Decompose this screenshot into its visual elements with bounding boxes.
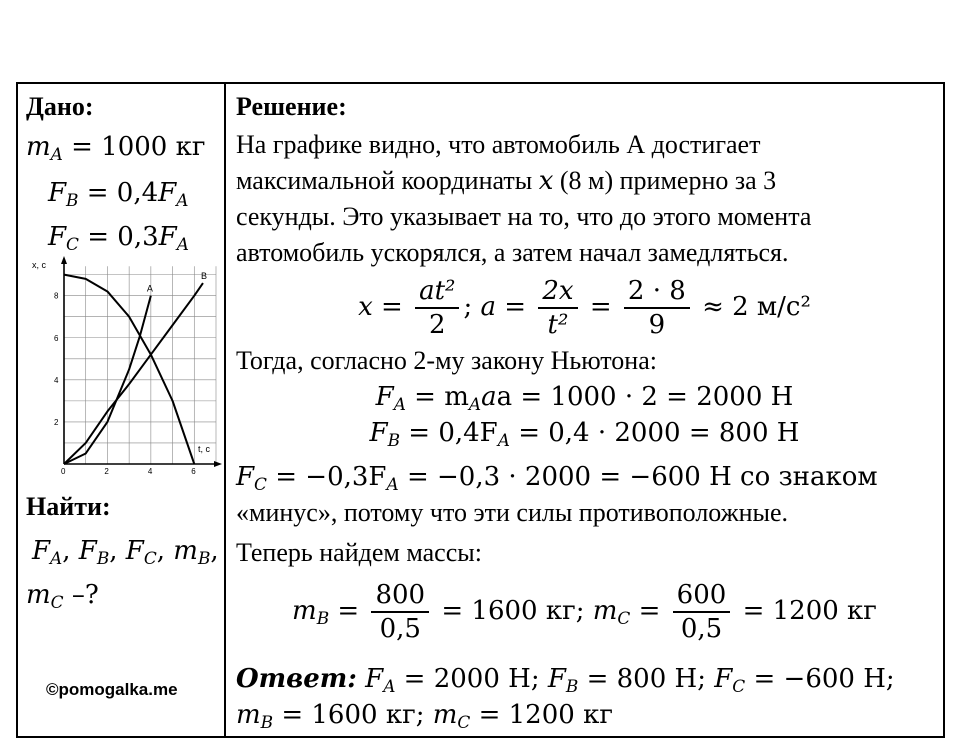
paragraph-1-line-2: максимальной координаты x (8 м) примерно за 3 [236,166,777,196]
given-force-c: $F_C = 0,3F_A$ [48,222,189,255]
y-tick-label: 2 [54,417,59,427]
y-tick-label: 8 [54,291,59,301]
paragraph-1-line-4: автомобиль ускорялся, а затем начал замедляться. [236,238,789,267]
paragraph-1-line-3: секунды. Это указывает на то, что до этого момента [236,202,812,231]
x-tick-label: 2 [104,467,109,474]
answer-line-1: Ответ: $F_A = 2000$ Н; $F_B = 800$ Н; $F_C = -600$ Н; [236,664,895,697]
watermark: ©pomogalka.me [46,680,178,699]
solution-heading: Решение: [236,92,347,121]
graph-curves [64,275,203,464]
y-axis-arrow [61,256,67,264]
solution-table [16,82,945,738]
paragraph-2: Тогда, согласно 2-му закону Ньютона: [236,346,657,375]
curve-a-label: A [146,283,153,294]
formula-acceleration: x = $\frac{\text{at²}}{2}$ ; a = $\frac{2x}{\text{t²}}$ = $\frac{2 \cdot 8}{9}$ ≈ 2 м/с² [358,276,811,340]
graph-ticks [54,292,196,474]
x-tick-label: 4 [147,467,153,474]
answer-line-2: $m_B = 1600$ кг; $m_C = 1200$ кг [236,700,613,733]
solution-column [226,84,943,736]
find-line-1: $F_A$, $F_B$, $F_C$, $m_B$, [32,536,219,569]
formula-force-a: $F_A = m_Aaa = 1000 \cdot 2 = 2000$ Н [375,382,794,415]
find-heading: Найти: [26,492,111,521]
paragraph-4: Теперь найдем массы: [236,538,482,567]
x-axis-arrow [214,461,222,467]
x-axis-label: t, с [198,444,211,454]
given-heading: Дано: [26,92,94,121]
given-column [18,84,224,736]
y-tick-label: 6 [54,333,59,343]
answer-label: Ответ: [236,664,357,694]
motion-graph [30,256,222,474]
formula-force-c: $F_C = -0,3F_A = -0,3 \cdot 2000 = -600$ Н со знаком [236,462,878,495]
y-tick-label: 4 [54,375,59,385]
series-line-b [64,283,203,464]
formula-masses: $m_B$ = $\frac{800}{0,5}$ = 1600 кг; $m_C$ = $\frac{600}{0,5}$ = 1200 кг [292,580,877,644]
x-tick-label: 6 [191,467,196,474]
formula-force-b: $F_B = 0,4F_A = 0,4 \cdot 2000 = 800$ Н [369,418,800,451]
paragraph-3: «минус», потому что эти силы противоположные. [236,498,789,527]
given-force-b: $F_B = 0,4F_A$ [48,178,189,211]
x-tick-label: 0 [61,467,66,474]
find-line-2: $m_C$ –? [26,580,99,613]
curve-b-label: B [200,271,207,282]
paragraph-1-line-1: На графике видно, что автомобиль А достигает [236,130,761,159]
y-axis-label: x, с [32,260,47,270]
given-mass-a: $m_A = 1000$ кг [26,132,206,165]
